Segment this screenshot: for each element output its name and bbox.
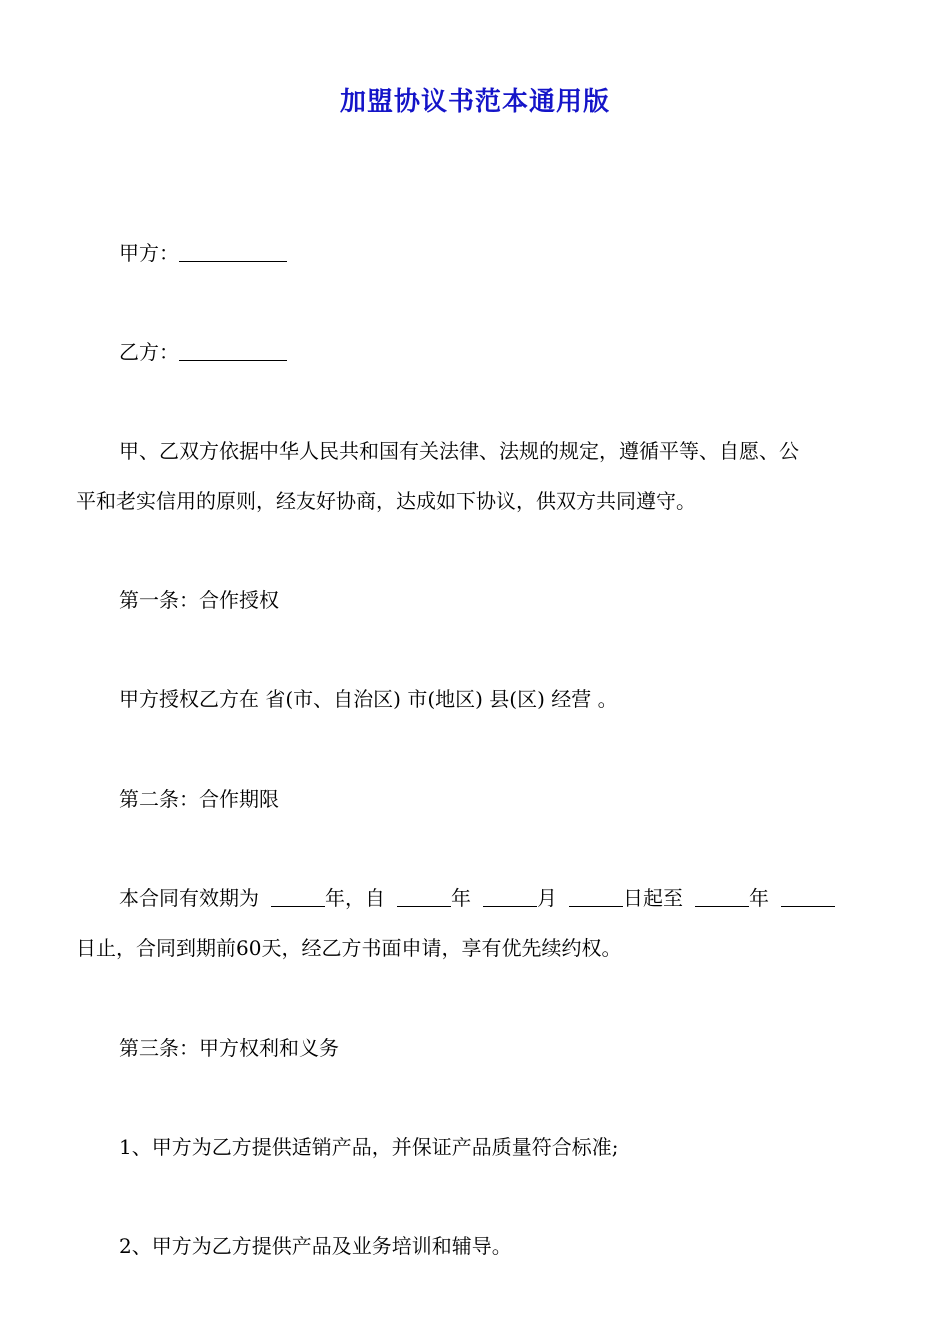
party-b-label: 乙方： [119,340,179,364]
end-month-blank [781,886,835,907]
article2-line-2: 日止，合同到期前60天，经乙方书面申请，享有优先续约权。 [76,936,622,960]
term-text-4: 月 [537,886,557,910]
party-a-label: 甲方： [119,241,179,265]
intro-line-1: 甲、乙双方依据中华人民共和国有关法律、法规的规定，遵循平等、自愿、公 [119,439,799,463]
term-text-5: 日起至 [623,886,683,910]
term-years-blank [271,886,325,907]
term-text-1: 本合同有效期为 [119,886,259,910]
end-year-blank [695,886,749,907]
article2-term-line [76,884,923,912]
start-year-blank [397,886,451,907]
intro-line-2: 平和老实信用的原则，经友好协商，达成如下协议，供双方共同遵守。 [76,489,696,513]
party-b-line [76,338,923,366]
article3-item-2: 2、甲方为乙方提供产品及业务培训和辅导。 [119,1234,512,1258]
party-b-blank [179,340,287,361]
start-day-blank [569,886,623,907]
start-month-blank [483,886,537,907]
article2-heading: 第二条：合作期限 [119,787,279,811]
party-a-line [76,239,923,267]
article3-item-1: 1、甲方为乙方提供适销产品，并保证产品质量符合标准; [119,1135,619,1159]
term-text-2: 年，自 [325,886,385,910]
article1-heading: 第一条：合作授权 [119,588,279,612]
article1-text: 甲方授权乙方在 省(市、自治区) 市(地区) 县(区) 经营 。 [119,687,618,711]
document-title: 加盟协议书范本通用版 [339,87,610,117]
term-text-3: 年 [451,886,471,910]
party-a-blank [179,241,287,262]
article3-heading: 第三条：甲方权利和义务 [119,1036,339,1060]
term-text-6: 年 [749,886,769,910]
